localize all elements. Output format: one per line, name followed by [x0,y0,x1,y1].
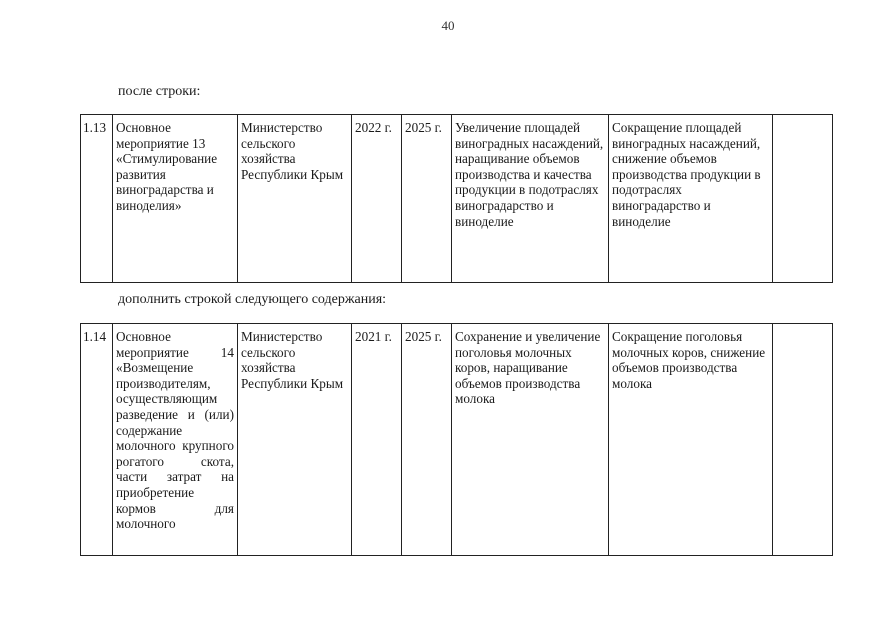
measure-cell: Основное мероприятие 14 «Возмещение производителям, осуществляющим разведение и (или) содержание молочного крупного рогатого скота, части затрат на приобретение кормов для молочного [113,324,238,556]
row-number-cell: 1.13 [81,115,113,283]
consequences-cell: Сокращение площадей виноградных насаждений, снижение объемов производства продукции в подотраслях виноградарство и виноделие [609,115,773,283]
page-number: 40 [441,18,455,33]
executor-cell: Министерство сельского хозяйства Республики Крым [238,324,352,556]
expected-result-cell: Сохранение и увеличение поголовья молочных коров, наращивание объемов производства молока [452,324,609,556]
intro-add-row: дополнить строкой следующего содержания: [118,292,387,307]
measure-cell: Основное мероприятие 13 «Стимулирование развития виноградарства и виноделия» [113,115,238,283]
expected-result-cell: Увеличение площадей виноградных насаждений, наращивание объемов производства и качества продукции в подотраслях виноградарство и виноделие [452,115,609,283]
table-row [81,115,833,283]
program-table-new-row [80,323,833,556]
end-year-cell: 2025 г. [402,115,452,283]
program-table-existing-row [80,114,833,283]
start-year-cell: 2022 г. [352,115,402,283]
row-number-cell: 1.14 [81,324,113,556]
empty-cell [773,324,833,556]
table-row [81,324,833,556]
start-year-cell: 2021 г. [352,324,402,556]
consequences-cell: Сокращение поголовья молочных коров, снижение объемов производства молока [609,324,773,556]
end-year-cell: 2025 г. [402,324,452,556]
empty-cell [773,115,833,283]
intro-after-row: после строки: [118,84,201,99]
executor-cell: Министерство сельского хозяйства Республики Крым [238,115,352,283]
